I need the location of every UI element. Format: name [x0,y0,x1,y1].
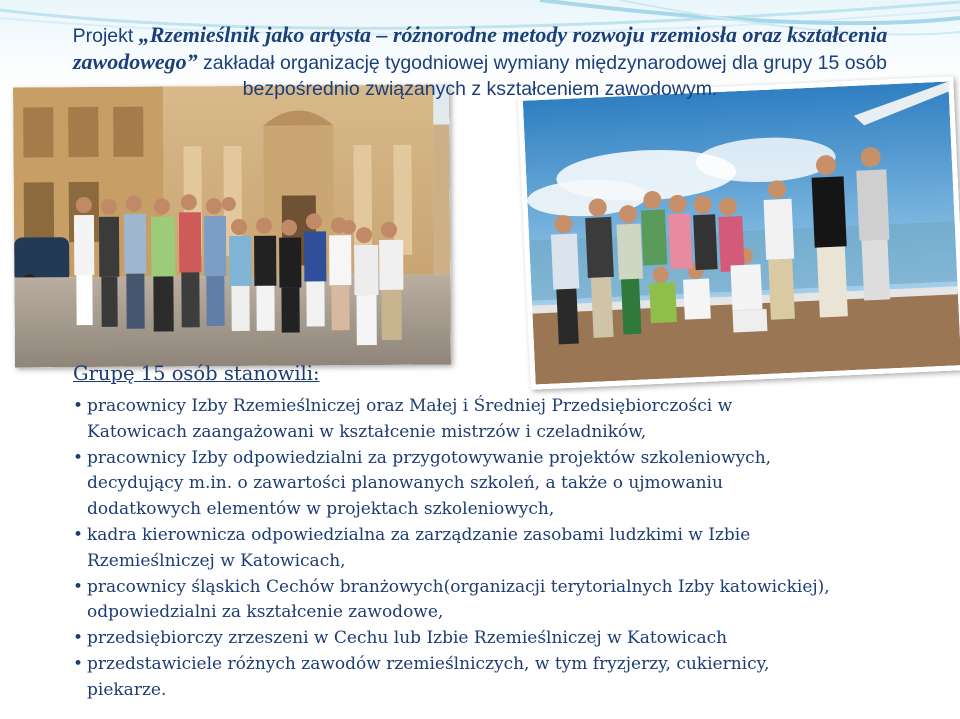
bullet-icon: • [73,628,84,649]
list-item: • pracownicy Izby Rzemieślniczej oraz Małej i Średniej Przedsiębiorczości w Katowicach zaangażowani w kształcenie mistrzów i czeladników, [73,396,733,442]
participants-heading: Grupę 15 osób stanowili: [73,362,320,385]
bullet-icon: • [73,576,84,597]
group-photo-ship-image [523,81,960,384]
list-item: • pracownicy śląskich Cechów branżowych(organizacji terytorialnych Izby katowickiej), odpowiedzialni za kształcenie zawodowe, [73,576,830,623]
bullet-icon: • [73,524,84,545]
intro-tail: zakładał organizację tygodniowej wymiany międzynarodowej dla grupy 15 osób bezpośrednio związanych z kształceniem zawodowym. [197,52,888,100]
group-photo-square-image [13,84,451,367]
participants-section [73,360,833,704]
list-item: • kadra kierownicza odpowiedzialna za zarządzanie zasobami ludzkimi w Izbie Rzemieślniczej w Katowicach, [73,524,751,571]
intro-lead: Projekt [72,25,139,47]
bullet-icon: • [73,396,84,416]
bullet-icon: • [73,447,84,468]
participants-list [73,394,833,704]
list-item: • pracownicy Izby odpowiedzialni za przygotowywanie projektów szkoleniowych, decydujący m.in. o zawartości planowanych szkoleń, a także o ujmowaniu dodatkowych elementów w projektach szkoleniowych, [73,447,772,520]
group-photo-ship [518,76,960,389]
project-title: „Rzemieślnik jako artysta – różnorodne metody rozwoju rzemiosła oraz kształcenia zawodowego” [72,22,888,74]
list-item: • przedstawiciele różnych zawodów rzemieślniczych, w tym fryzjerzy, cukiernicy, piekarze. [73,653,770,700]
group-photo-square [13,84,451,367]
intro-paragraph [40,22,920,102]
bullet-icon: • [73,653,84,674]
list-item: • przedsiębiorczy zrzeszeni w Cechu lub Izbie Rzemieślniczej w Katowicach [73,626,833,652]
